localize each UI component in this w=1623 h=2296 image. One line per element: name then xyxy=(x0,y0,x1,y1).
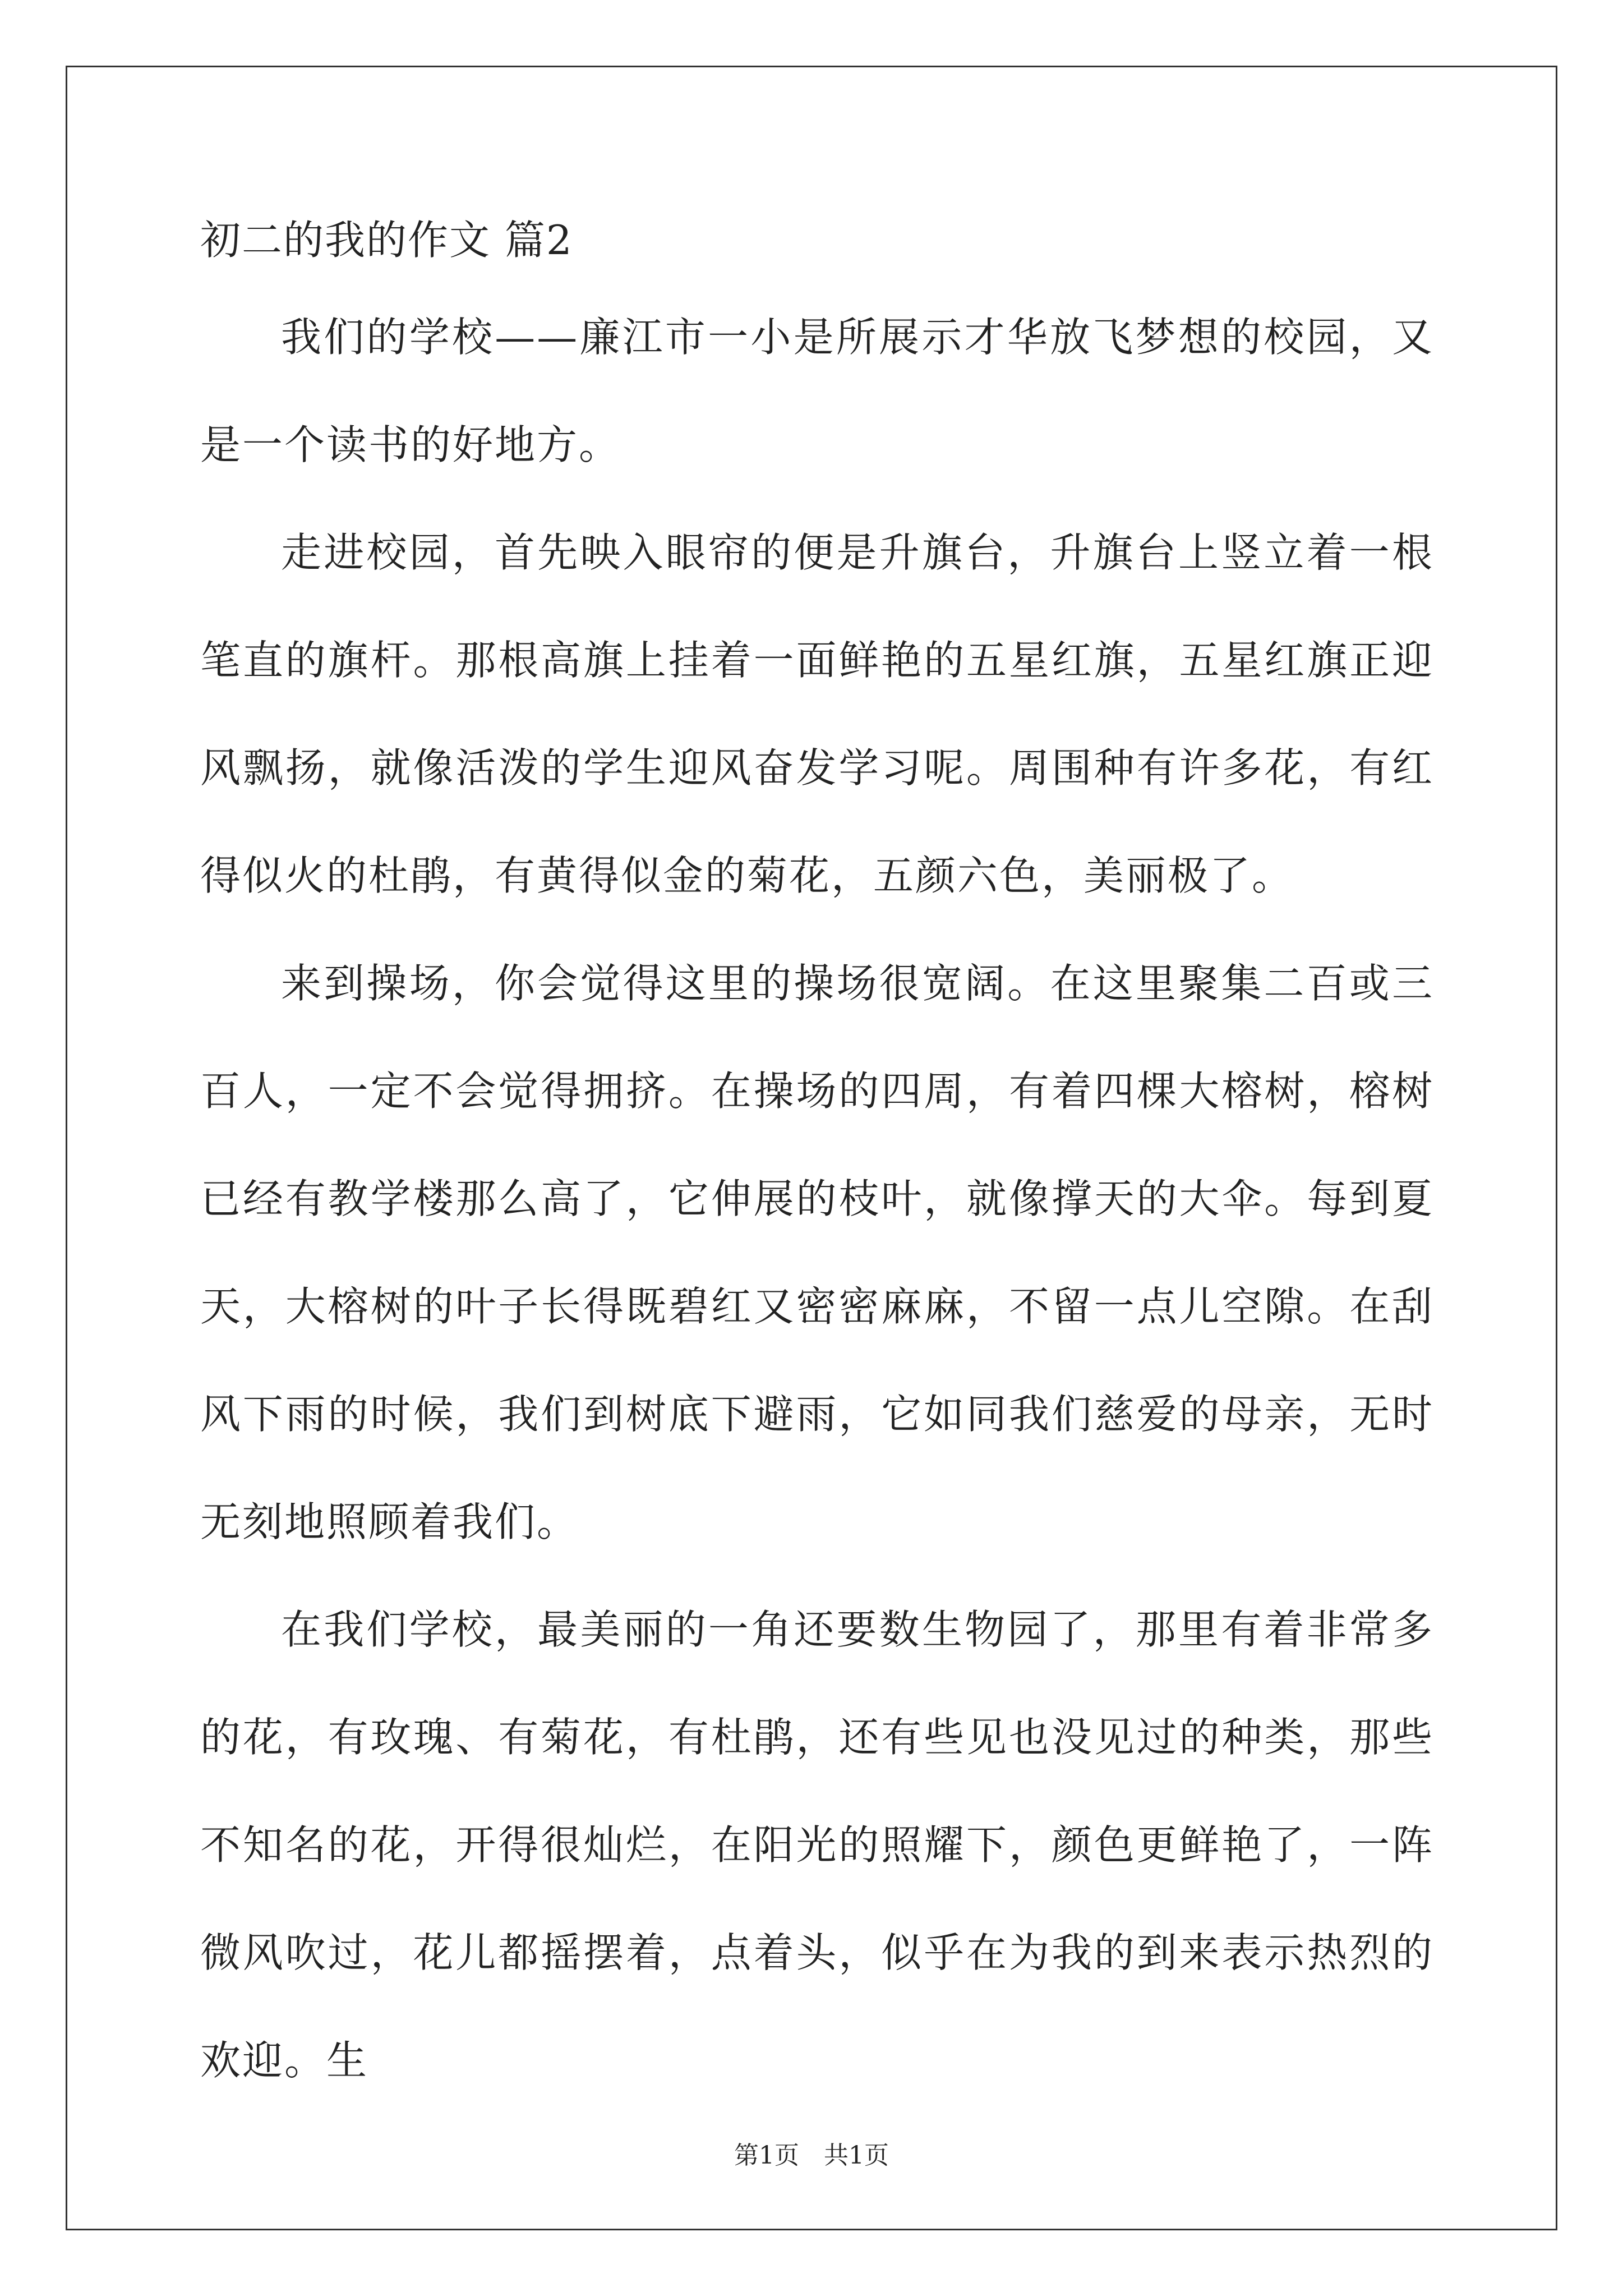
document-body xyxy=(200,217,1434,2114)
page-footer: 第1页 共1页 xyxy=(734,2141,889,2170)
document-title: 初二的我的作文 篇2 xyxy=(200,217,573,264)
paragraph-2: 走进校园，首先映入眼帘的便是升旗台，升旗台上竖立着一根笔直的旗杆。那根高旗上挂着一面鲜艳的五星红旗，五星红旗正迎风飘扬，就像活泼的学生迎风奋发学习呢。周围种有许多花，有红得似火的杜鹃，有黄得似金的菊花，五颜六色，美丽极了。 xyxy=(200,529,1434,899)
paragraph-4: 在我们学校，最美丽的一角还要数生物园了，那里有着非常多的花，有玫瑰、有菊花，有杜鹃，还有些见也没见过的种类，那些不知名的花，开得很灿烂，在阳光的照耀下，颜色更鲜艳了，一阵微风吹过，花儿都摇摆着，点着头，似乎在为我的到来表示热烈的欢迎。生 xyxy=(200,1606,1434,2084)
paragraph-1: 我们的学校——廉江市一小是所展示才华放飞梦想的校园，又是一个读书的好地方。 xyxy=(200,314,1434,468)
paragraph-3: 来到操场，你会觉得这里的操场很宽阔。在这里聚集二百或三百人，一定不会觉得拥挤。在操场的四周，有着四棵大榕树，榕树已经有教学楼那么高了，它伸展的枝叶，就像撑天的大伞。每到夏天，大榕树的叶子长得既碧红又密密麻麻，不留一点儿空隙。在刮风下雨的时候，我们到树底下避雨，它如同我们慈爱的母亲，无时无刻地照顾着我们。 xyxy=(200,960,1434,1545)
